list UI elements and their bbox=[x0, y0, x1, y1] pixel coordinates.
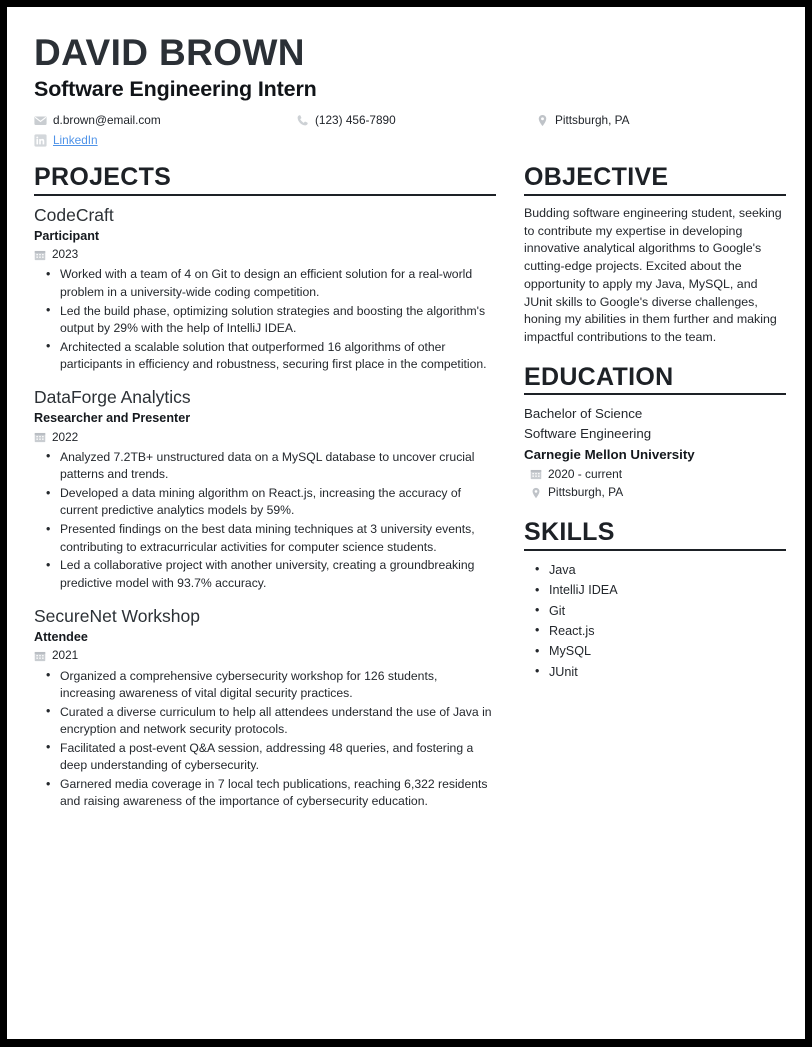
bullet-item: • Worked with a team of 4 on Git to design an efficient solution for a real-world problem in a university-wide coding competition. bbox=[34, 266, 496, 301]
bullet-item: • Organized a comprehensive cybersecurity workshop for 126 students, increasing awareness of vital digital security practices. bbox=[34, 668, 496, 703]
contact-row-primary bbox=[34, 113, 777, 128]
contact-location bbox=[536, 113, 630, 128]
project-role: Participant bbox=[34, 228, 100, 243]
section-skills bbox=[524, 519, 786, 682]
skill-item: • IntelliJ IDEA bbox=[524, 580, 786, 600]
contact-linkedin[interactable] bbox=[34, 133, 296, 148]
project-date bbox=[34, 247, 496, 262]
section-title-skills: SKILLS bbox=[524, 518, 615, 547]
project-date-text: 2023 bbox=[52, 247, 79, 262]
map-pin-icon bbox=[530, 487, 542, 499]
skill-item: • React.js bbox=[524, 621, 786, 641]
education-school: Carnegie Mellon University bbox=[524, 446, 695, 462]
contact-linkedin-link[interactable]: LinkedIn bbox=[53, 133, 98, 147]
education-field: Software Engineering bbox=[524, 426, 652, 442]
bullet-item: • Analyzed 7.2TB+ unstructured data on a MySQL database to uncover crucial patterns and trends. bbox=[34, 449, 496, 484]
project-name: SecureNet Workshop bbox=[34, 606, 201, 627]
project-date-text: 2021 bbox=[52, 648, 79, 663]
bullet-item: • Architected a scalable solution that outperformed 16 algorithms of other participants in efficiency and robustness, securing first place in the competition. bbox=[34, 339, 496, 374]
education-dates bbox=[524, 466, 786, 483]
skill-item: • Git bbox=[524, 601, 786, 621]
section-rule bbox=[524, 549, 786, 551]
resume-body bbox=[34, 163, 782, 812]
project-role: Researcher and Presenter bbox=[34, 411, 191, 426]
right-column bbox=[524, 164, 786, 684]
bullet-item: • Led the build phase, optimizing solution strategies and boosting the algorithm's output by 29% with the help of IntelliJ IDEA. bbox=[34, 303, 496, 338]
contact-phone-text: (123) 456-7890 bbox=[315, 112, 396, 127]
project-bullets bbox=[34, 449, 496, 592]
skill-item: • Java bbox=[524, 560, 786, 580]
bullet-item: • Presented findings on the best data mining techniques at 3 university events, contributing to extracurricular activities for computer science students. bbox=[34, 521, 496, 556]
skill-item: • MySQL bbox=[524, 641, 786, 661]
bullet-item: • Garnered media coverage in 7 local tech publications, reaching 6,322 residents and raising awareness of the importance of cybersecurity education. bbox=[34, 776, 496, 811]
envelope-icon bbox=[34, 114, 47, 127]
education-location bbox=[524, 484, 786, 501]
section-title-objective: OBJECTIVE bbox=[524, 163, 669, 192]
education-dates-text: 2020 - current bbox=[548, 466, 623, 481]
section-title-projects: PROJECTS bbox=[34, 163, 172, 192]
contact-email bbox=[34, 113, 296, 128]
contact-email-text: d.brown@email.com bbox=[53, 112, 161, 127]
project-name: CodeCraft bbox=[34, 204, 114, 225]
project-bullets bbox=[34, 668, 496, 811]
contact-phone bbox=[296, 113, 536, 128]
project-entry bbox=[34, 205, 496, 374]
calendar-icon bbox=[34, 650, 46, 662]
resume-page bbox=[7, 7, 805, 1039]
education-location-text: Pittsburgh, PA bbox=[548, 485, 624, 500]
section-rule bbox=[524, 194, 786, 196]
left-column bbox=[34, 164, 496, 812]
phone-icon bbox=[296, 114, 309, 127]
contact-info bbox=[34, 113, 777, 149]
map-pin-icon bbox=[536, 114, 549, 127]
project-entry bbox=[34, 387, 496, 592]
job-title-headline: Software Engineering Intern bbox=[34, 76, 317, 101]
section-title-education: EDUCATION bbox=[524, 362, 674, 391]
bullet-item: • Led a collaborative project with another university, creating a groundbreaking predictive model with 93.7% accuracy. bbox=[34, 557, 496, 592]
bullet-item: • Curated a diverse curriculum to help all attendees understand the use of Java in encryption and network security protocols. bbox=[34, 704, 496, 739]
calendar-icon bbox=[34, 431, 46, 443]
project-date bbox=[34, 648, 496, 663]
skills-list bbox=[524, 560, 786, 682]
skill-item: • JUnit bbox=[524, 662, 786, 682]
project-date-text: 2022 bbox=[52, 429, 79, 444]
section-projects bbox=[34, 164, 496, 810]
calendar-icon bbox=[530, 468, 542, 480]
project-date bbox=[34, 430, 496, 445]
project-entry bbox=[34, 606, 496, 811]
bullet-item: • Facilitated a post-event Q&A session, addressing 48 queries, and fostering a deep understanding of cybersecurity. bbox=[34, 740, 496, 775]
linkedin-icon bbox=[34, 134, 47, 147]
section-education bbox=[524, 364, 786, 502]
project-name: DataForge Analytics bbox=[34, 387, 191, 408]
contact-location-text: Pittsburgh, PA bbox=[555, 112, 630, 127]
section-rule bbox=[524, 393, 786, 395]
calendar-icon bbox=[34, 249, 46, 261]
education-degree: Bachelor of Science bbox=[524, 406, 643, 422]
section-objective bbox=[524, 164, 786, 346]
section-rule bbox=[34, 194, 496, 196]
project-role: Attendee bbox=[34, 629, 88, 644]
spacer bbox=[524, 503, 786, 519]
spacer bbox=[524, 349, 786, 364]
objective-text: Budding software engineering student, seeking to contribute my expertise in developing innovative analytical algorithms to Google's cutting-edge projects. Excited about the opportunity to apply my Java, MySQL, and JUnit skills to Google's diverse challenges, honing my abilities in them further and making impactful contributions to the team. bbox=[524, 205, 782, 344]
page-title: DAVID BROWN bbox=[34, 32, 305, 73]
project-bullets bbox=[34, 266, 496, 373]
bullet-item: • Developed a data mining algorithm on React.js, increasing the accuracy of current predictive analytics models by 59%. bbox=[34, 485, 496, 520]
resume-header bbox=[34, 33, 777, 148]
contact-row-secondary bbox=[34, 133, 777, 148]
